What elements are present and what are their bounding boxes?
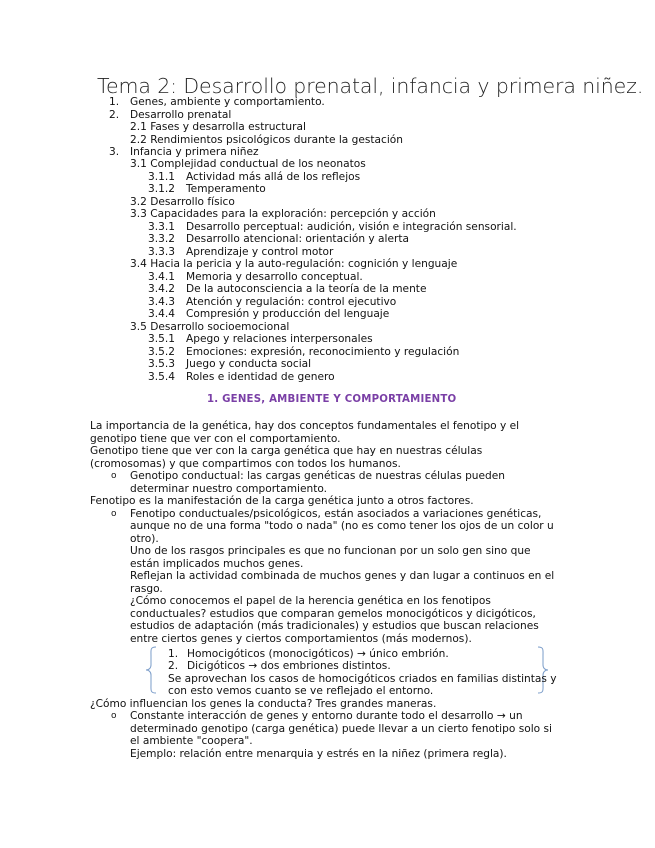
- paragraph-line: rasgo.: [130, 583, 163, 595]
- toc-number: 3.1.1: [148, 171, 175, 183]
- paragraph-line: determinar nuestro comportamiento.: [130, 483, 328, 495]
- toc-item: [109, 146, 259, 159]
- paragraph-line: Fenotipo es la manifestación de la carga genética junto a otros factores.: [90, 495, 474, 507]
- toc-item: [148, 333, 373, 346]
- paragraph-line: entre ciertos genes y ciertos comportamientos (más modernos).: [130, 633, 472, 645]
- toc-number: 3.4.4: [148, 308, 175, 320]
- paragraph-line: Se aprovechan los casos de homocigóticos criados en familias distintas y: [168, 673, 557, 685]
- toc-number: 3.4.2: [148, 283, 175, 295]
- list-text: Homocigóticos (monocigóticos) → único embrión.: [187, 648, 449, 660]
- toc-item: [148, 371, 335, 384]
- toc-item: [109, 109, 232, 122]
- toc-number: 3.3.1: [148, 221, 175, 233]
- paragraph-line: aunque no de una forma "todo o nada" (no es como tener los ojos de un color u: [130, 520, 554, 532]
- toc-item: 2.2 Rendimientos psicológicos durante la gestación: [130, 134, 404, 146]
- paragraph-line: estudios de adaptación (más tradicionales) y estudios que buscan relaciones: [130, 620, 539, 632]
- paragraph-line: están implicados muchos genes.: [130, 558, 304, 570]
- toc-item: 3.5 Desarrollo socioemocional: [130, 321, 290, 333]
- toc-text: Infancia y primera niñez: [130, 146, 259, 158]
- paragraph-line: ¿Cómo influencian los genes la conducta? Tres grandes maneras.: [90, 698, 437, 710]
- paragraph-line: conductuales? estudios que comparan gemelos monocigóticos y dicigóticos,: [130, 608, 536, 620]
- toc-item: 2.1 Fases y desarrolla estructural: [130, 121, 306, 133]
- toc-text: Desarrollo perceptual: audición, visión e integración sensorial.: [186, 221, 517, 233]
- paragraph-line: (cromosomas) y que compartimos con todos los humanos.: [90, 458, 401, 470]
- toc-text: Actividad más allá de los reflejos: [186, 171, 361, 183]
- paragraph-line: La importancia de la genética, hay dos conceptos fundamentales el fenotipo y el: [90, 420, 520, 432]
- toc-item: [148, 233, 409, 246]
- paragraph-line: Ejemplo: relación entre menarquia y estrés en la niñez (primera regla).: [130, 748, 507, 760]
- toc-item: 3.2 Desarrollo físico: [130, 196, 235, 208]
- paragraph-line: Genotipo tiene que ver con la carga genética que hay en nuestras células: [90, 445, 483, 457]
- paragraph-line: ¿Cómo conocemos el papel de la herencia genética en los fenotipos: [130, 595, 491, 607]
- toc-number: 3.5.3: [148, 358, 175, 370]
- toc-number: 3.3.2: [148, 233, 175, 245]
- toc-text: Desarrollo prenatal: [130, 109, 232, 121]
- toc-item: 3.4 Hacia la pericia y la auto-regulación: cognición y lenguaje: [130, 258, 458, 270]
- paragraph-line: Uno de los rasgos principales es que no funcionan por un solo gen sino que: [130, 545, 531, 557]
- paragraph-line: Constante interacción de genes y entorno durante todo el desarrollo → un: [130, 710, 523, 722]
- toc-text: Temperamento: [186, 183, 266, 195]
- paragraph-line: Fenotipo conductuales/psicológicos, están asociados a variaciones genéticas,: [130, 508, 542, 520]
- toc-text: Desarrollo atencional: orientación y alerta: [186, 233, 409, 245]
- toc-number: 3.5.2: [148, 346, 175, 358]
- toc-number: 3.1.2: [148, 183, 175, 195]
- paragraph-line: genotipo tiene que ver con el comportamiento.: [90, 433, 341, 445]
- toc-text: Genes, ambiente y comportamiento.: [130, 96, 325, 108]
- toc-item: [109, 96, 325, 109]
- toc-item: [148, 183, 266, 196]
- toc-item: 3.1 Complejidad conductual de los neonatos: [130, 158, 366, 170]
- toc-text: Memoria y desarrollo conceptual.: [186, 271, 363, 283]
- toc-text: Juego y conducta social: [186, 358, 312, 370]
- toc-text: Atención y regulación: control ejecutivo: [186, 296, 397, 308]
- toc-item: [148, 358, 312, 371]
- toc-number: 3.: [109, 146, 120, 158]
- paragraph-line: el ambiente "coopera".: [130, 735, 253, 747]
- bullet-icon: o: [111, 471, 117, 481]
- toc-number: 3.3.3: [148, 246, 175, 258]
- list-number: 1.: [168, 648, 179, 660]
- toc-text: Emociones: expresión, reconocimiento y regulación: [186, 346, 460, 358]
- toc-number: 3.5.1: [148, 333, 175, 345]
- paragraph-line: otro).: [130, 533, 159, 545]
- toc-text: Compresión y producción del lenguaje: [186, 308, 390, 320]
- toc-number: 3.4.3: [148, 296, 175, 308]
- toc-number: 2.: [109, 109, 120, 121]
- toc-item: [148, 308, 390, 321]
- toc-number: 3.5.4: [148, 371, 175, 383]
- section-heading: 1. GENES, AMBIENTE Y COMPORTAMIENTO: [207, 394, 457, 405]
- right-brace-icon: [535, 646, 549, 694]
- paragraph-line: con esto vemos cuanto se ve reflejado el entorno.: [168, 685, 434, 697]
- list-item: [168, 660, 391, 673]
- paragraph-line: determinado genotipo (carga genética) puede llevar a un cierto fenotipo solo si: [130, 723, 552, 735]
- toc-text: Aprendizaje y control motor: [186, 246, 334, 258]
- toc-number: 1.: [109, 96, 120, 108]
- bullet-icon: o: [111, 509, 117, 519]
- toc-text: Apego y relaciones interpersonales: [186, 333, 373, 345]
- toc-text: Roles e identidad de genero: [186, 371, 335, 383]
- toc-item: 3.3 Capacidades para la exploración: percepción y acción: [130, 208, 436, 220]
- paragraph-line: Genotipo conductual: las cargas genéticas de nuestras células pueden: [130, 470, 505, 482]
- left-brace-icon: [145, 646, 159, 694]
- bullet-icon: o: [111, 711, 117, 721]
- list-text: Dicigóticos → dos embriones distintos.: [187, 660, 391, 672]
- page-title: Tema 2: Desarrollo prenatal, infancia y primera niñez.: [97, 74, 644, 98]
- toc-text: De la autoconsciencia a la teoría de la mente: [186, 283, 427, 295]
- toc-item: [148, 283, 427, 296]
- paragraph-line: Reflejan la actividad combinada de muchos genes y dan lugar a continuos en el: [130, 570, 555, 582]
- toc-number: 3.4.1: [148, 271, 175, 283]
- list-number: 2.: [168, 660, 179, 672]
